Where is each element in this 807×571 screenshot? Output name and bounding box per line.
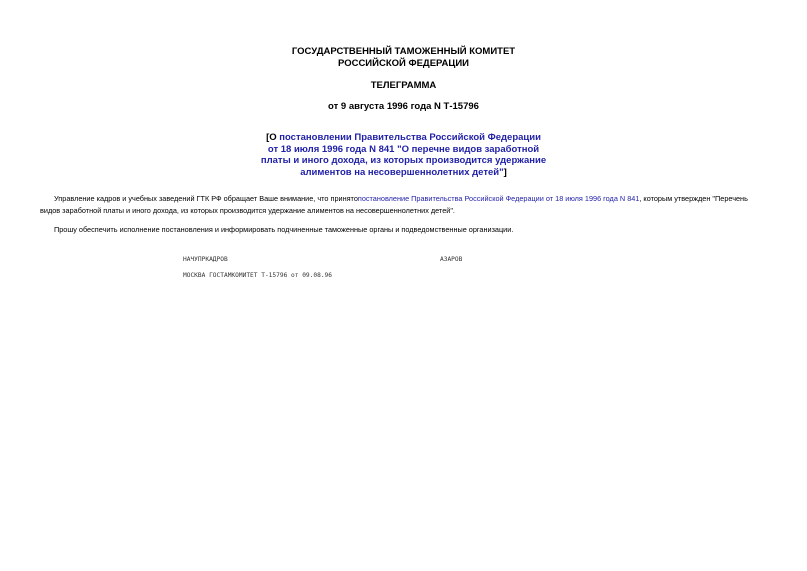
title-open-bracket: [О: [266, 132, 280, 143]
body-paragraph-2: Прошу обеспечить исполнение постановления и информировать подчиненные таможенные органы и подведомственные организации.: [54, 225, 514, 234]
issuer-heading: [0, 46, 807, 69]
signature-position: НАЧУПРКАДРОВ: [183, 256, 228, 263]
para1-text-after: , которым утвержден "Перечень видов заработной платы и иного дохода, из которых производится удержание алиментов на несовершеннолетних детей".: [40, 194, 748, 215]
title-link-line-4[interactable]: алиментов на несовершеннолетних детей": [300, 166, 504, 178]
title-close-bracket: ]: [503, 166, 507, 178]
title-link-line-1[interactable]: постановлении Правительства Российской Федерации: [279, 132, 541, 143]
document-date: от 9 августа 1996 года N Т-15796: [328, 101, 479, 112]
title-link-line-3[interactable]: платы и иного дохода, из которых производится удержание: [260, 155, 547, 166]
para1-text-before: Управление кадров и учебных заведений ГТК РФ обращает Ваше внимание, что принято: [54, 194, 358, 203]
telegram-footer: МОСКВА ГОСТАМКОМИТЕТ Т-15796 от 09.08.96: [183, 272, 333, 279]
resolution-link[interactable]: постановление Правительства Российской Федерации от 18 июля 1996 года N 841: [357, 194, 640, 203]
body-paragraph-1: [40, 193, 770, 216]
title-line-4: [0, 167, 807, 179]
title-link-line-2[interactable]: от 18 июля 1996 года N 841 "О перечне видов заработной: [267, 143, 540, 155]
issuer-line-2: РОССИЙСКОЙ ФЕДЕРАЦИИ: [337, 57, 469, 69]
document-type: ТЕЛЕГРАММА: [370, 80, 437, 91]
issuer-line-1: ГОСУДАРСТВЕННЫЙ ТАМОЖЕННЫЙ КОМИТЕТ: [291, 46, 516, 57]
title-line-1: [0, 132, 807, 144]
signature-name: АЗАРОВ: [440, 256, 463, 263]
document-title: [0, 132, 807, 178]
